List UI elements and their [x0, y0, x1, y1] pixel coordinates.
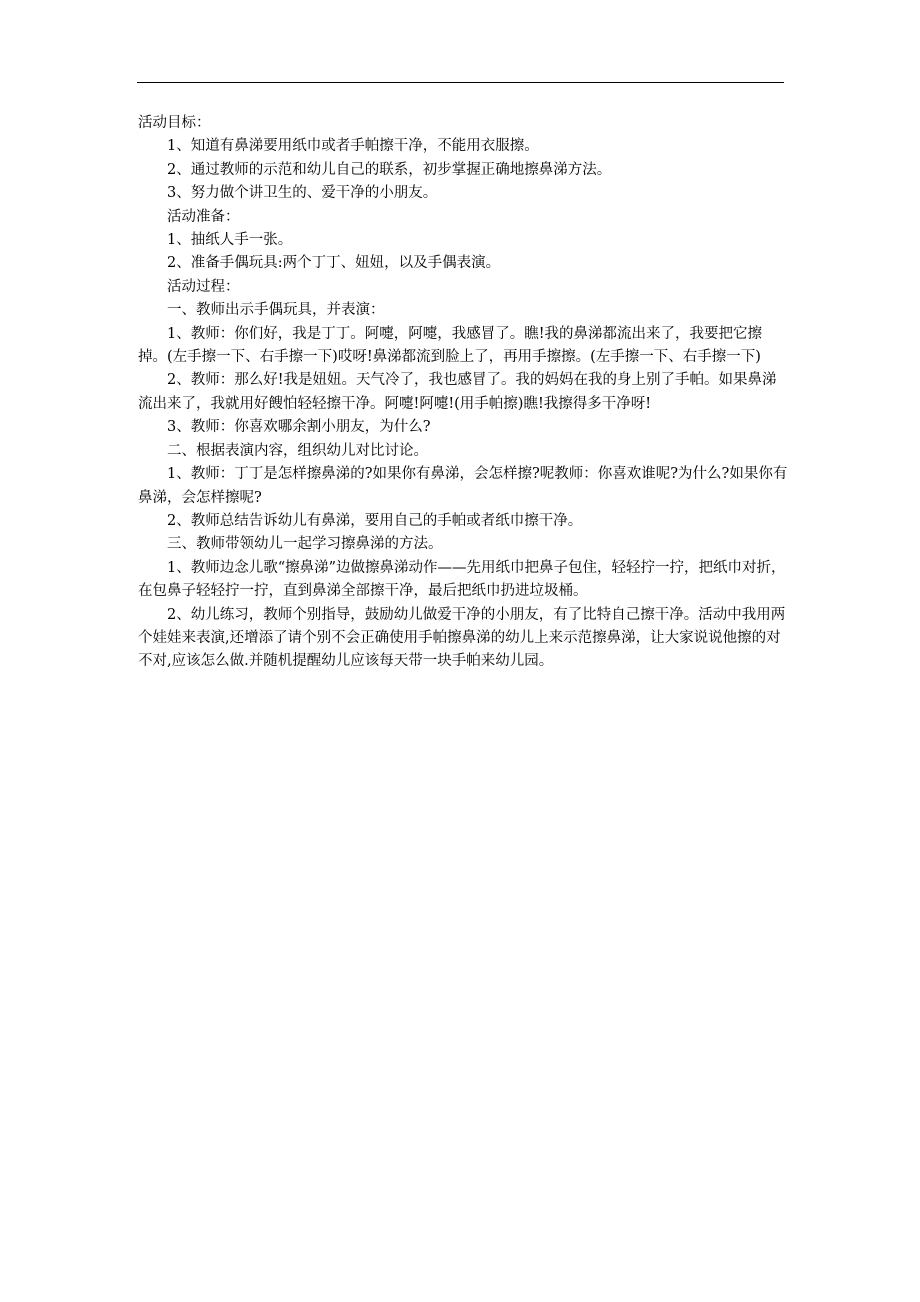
process-step-1-item-1: 1、教师：你们好，我是丁丁。阿嚏，阿嚏，我感冒了。瞧!我的鼻涕都流出来了，我要把它擦掉。(左手擦一下、右手擦一下)哎呀!鼻涕都流到脸上了，再用手擦擦。(左手擦一下、右手擦一下) [138, 325, 763, 366]
process-step-1-item-3: 3、教师：你喜欢哪余割小朋友，为什么? [167, 419, 431, 436]
section-heading-preparation: 活动准备： [167, 208, 240, 225]
process-step-3-item-1: 1、教师边念儿歌“擦鼻涕”边做擦鼻涕动作——先用纸巾把鼻子包住，轻轻拧一拧，把纸巾对折，在包鼻子轻轻拧一拧，直到鼻涕全部擦干净，最后把纸巾扔进垃圾桶。 [138, 559, 786, 600]
preparation-item-1: 1、抽纸人手一张。 [167, 232, 293, 249]
process-step-3-heading: 三、教师带领幼儿一起学习擦鼻涕的方法。 [167, 536, 443, 553]
section-heading-process: 活动过程： [167, 278, 240, 295]
process-step-1-item-2: 2、教师：那么好!我是妞妞。天气冷了，我也感冒了。我的妈妈在我的身上别了手帕。如果鼻涕流出来了，我就用好餿怕轻轻擦干净。阿嚏!阿嚏!(用手帕擦)瞧!我擦得多干净呀! [138, 372, 777, 412]
process-step-1-heading: 一、教师出示手偶玩具，并表演： [167, 302, 385, 319]
process-step-3-item-2: 2、幼儿练习，教师个别指导，鼓励幼儿做爱干净的小朋友，有了比特自己擦干净。活动中我用两个娃娃来表演,还增添了请个别不会正确使用手帕擦鼻涕的幼儿上来示范擦鼻涕，让大家说说他擦的对不对,应该怎么做.并随机提醒幼儿应该每天带一块手帕来幼儿园。 [138, 606, 786, 670]
process-step-2-heading: 二、根据表演内容，组织幼儿对比讨论。 [167, 442, 428, 459]
preparation-item-2: 2、准备手偶玩具:两个丁丁、妞妞，以及手偶表演。 [167, 255, 501, 272]
header-rule [137, 82, 784, 83]
process-step-2-item-2: 2、教师总结告诉幼儿有鼻涕，要用自己的手帕或者纸巾擦干净。 [167, 512, 583, 529]
process-step-2-item-1: 1、教师：丁丁是怎样擦鼻涕的?如果你有鼻涕，会怎样擦?呢教师：你喜欢谁呢?为什么?如果你有鼻涕，会怎样擦呢? [138, 466, 788, 506]
goal-item-3: 3、努力做个讲卫生的、爱干净的小朋友。 [167, 185, 438, 202]
goal-item-2: 2、通过教师的示范和幼儿自己的联系，初步掌握正确地擦鼻涕方法。 [167, 161, 612, 178]
goal-item-1: 1、知道有鼻涕要用纸巾或者手帕擦干净，不能用衣服擦。 [167, 138, 539, 155]
section-heading-goals: 活动目标： [138, 115, 211, 131]
document-body [138, 112, 790, 674]
